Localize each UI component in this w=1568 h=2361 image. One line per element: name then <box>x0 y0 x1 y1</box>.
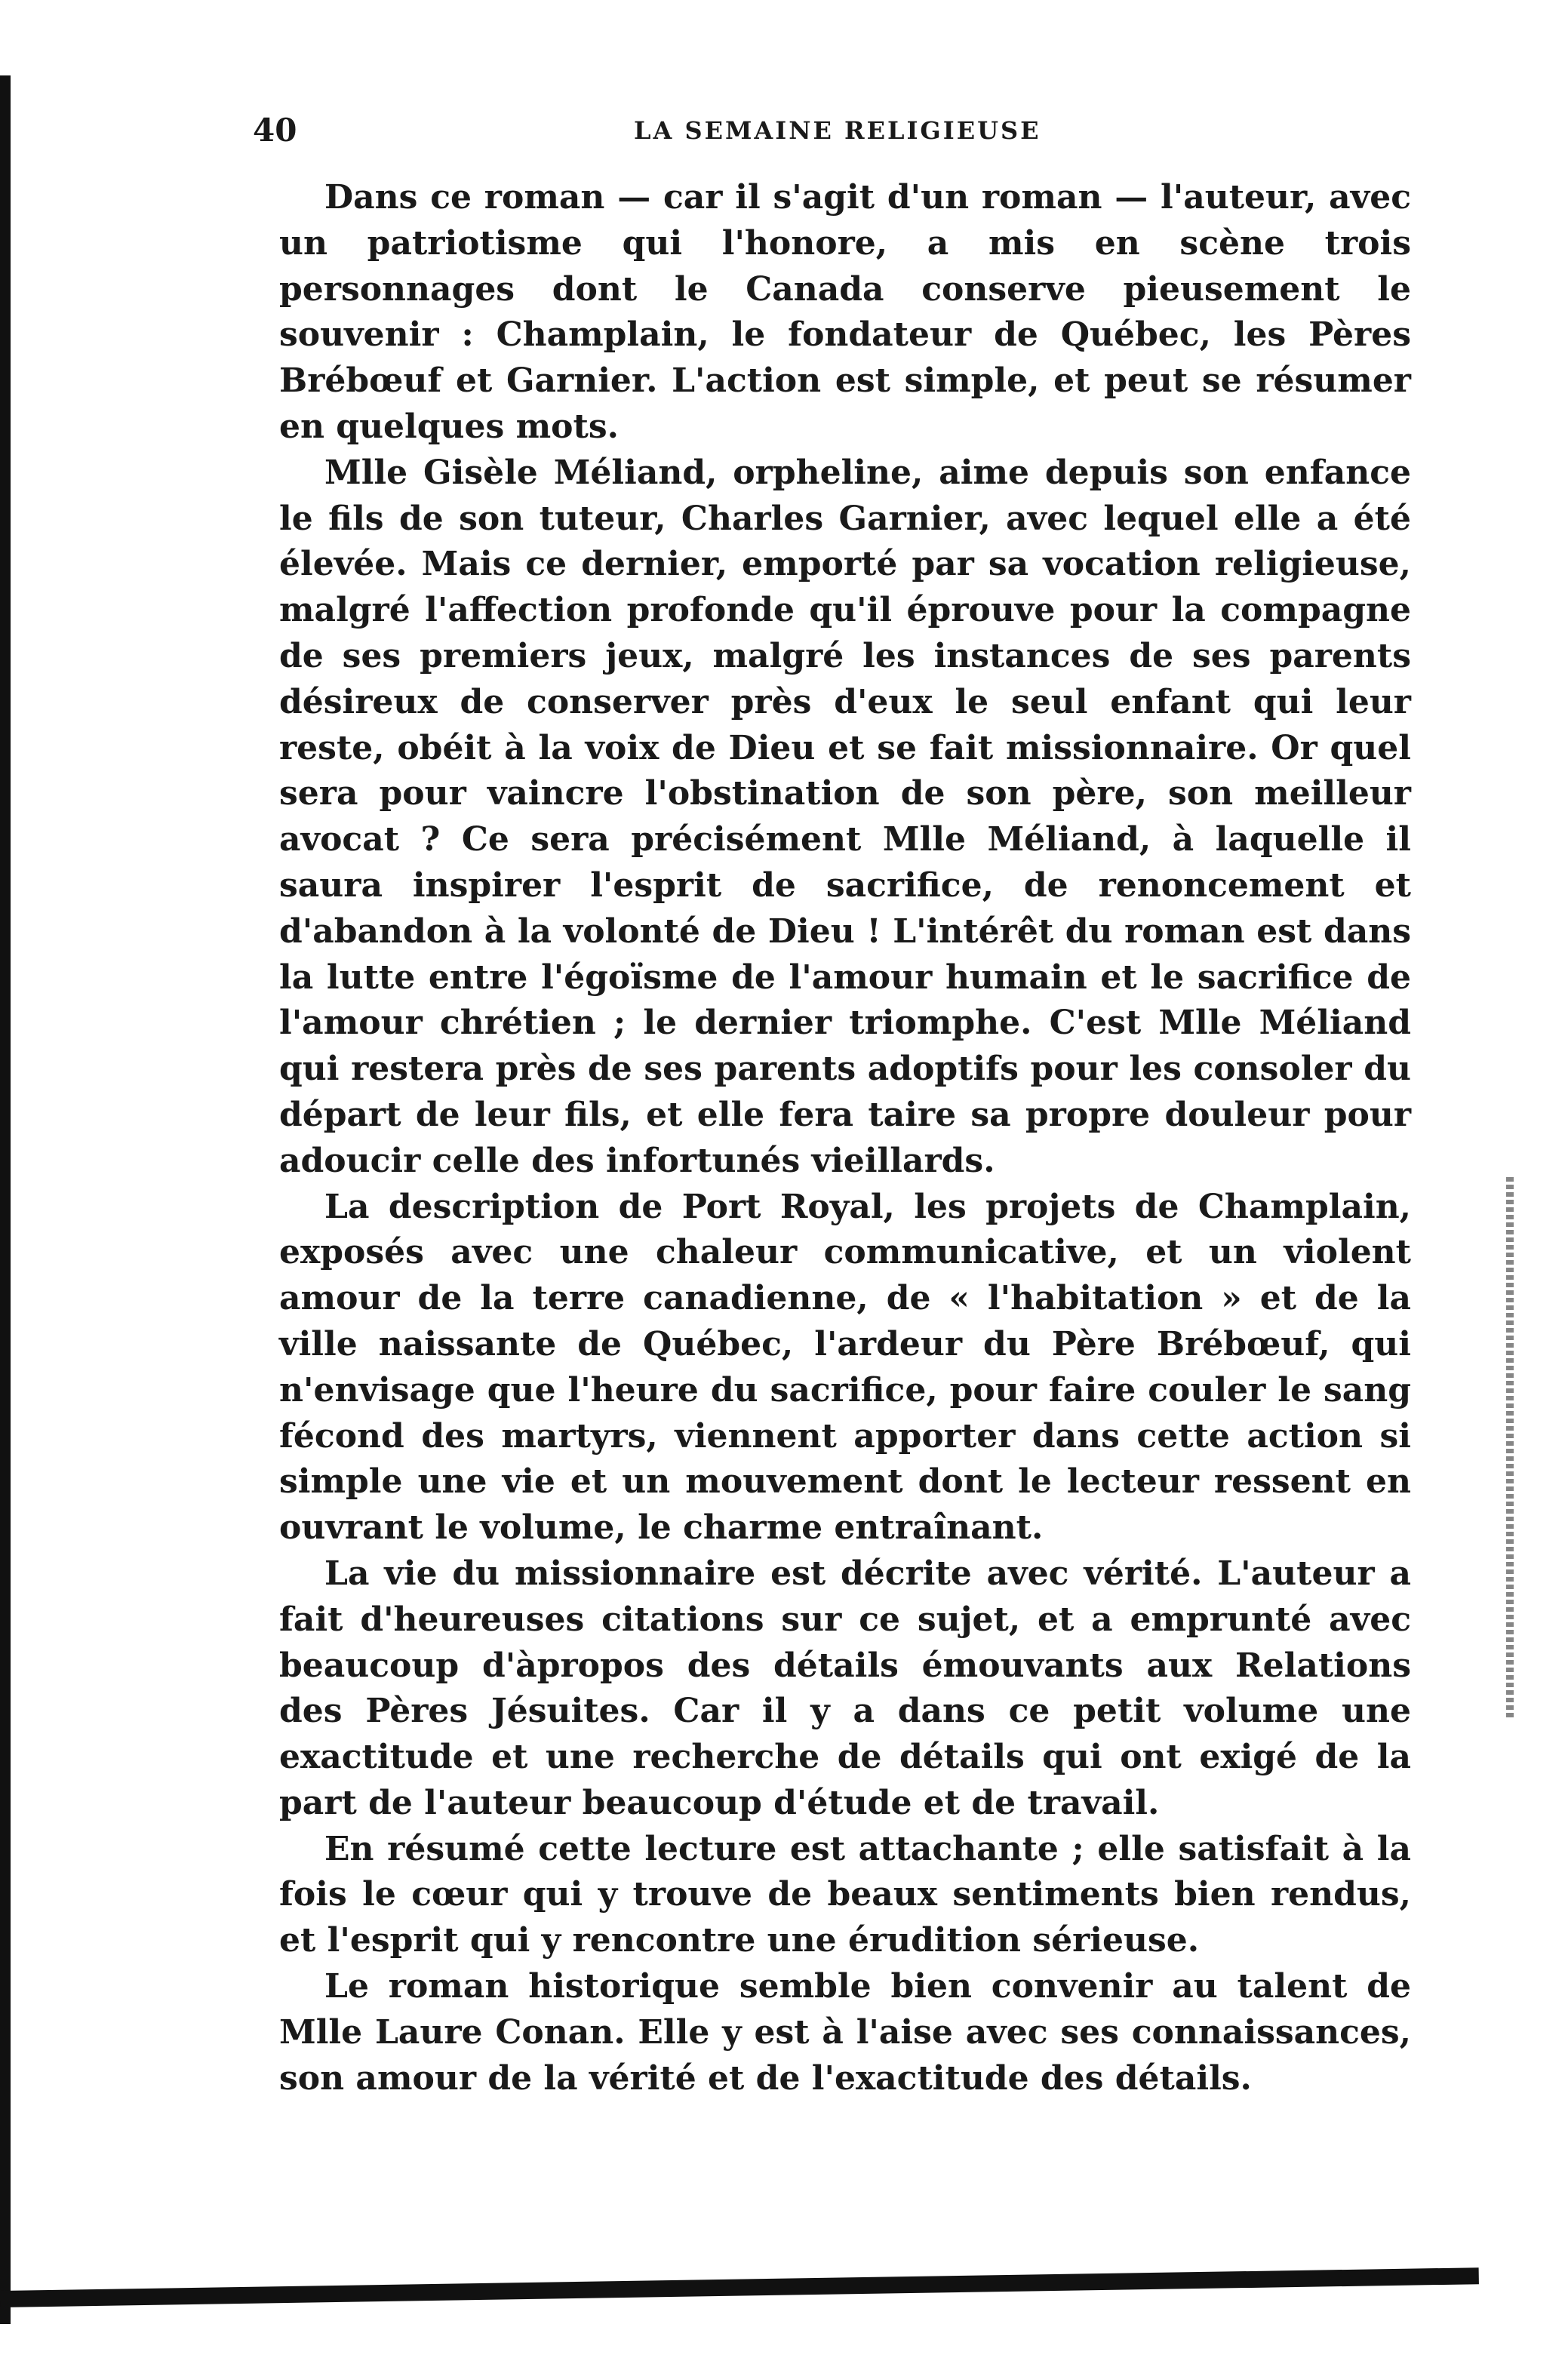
running-head <box>253 112 1422 157</box>
scan-edge-noise <box>1506 1177 1514 1720</box>
paragraph: Le roman historique semble bien convenir au talent de Mlle Laure Conan. Elle y est à l'aise avec ses connaissances, son amour de la vérité et de l'exactitude des détails. <box>279 1967 1411 2098</box>
paragraph: En résumé cette lecture est attachante ; elle satisfait à la fois le cœur qui y trouve de beaux sentiments bien rendus, et l'esprit qui y rencontre une érudition sérieuse. <box>279 1829 1411 1960</box>
page-number: 40 <box>253 112 297 149</box>
paragraph: La vie du missionnaire est décrite avec vérité. L'auteur a fait d'heureuses citations sur ce sujet, et a emprunté avec beaucoup d'àpropos des détails émouvants aux Relations des Pères Jésuites. Car il y a dans ce petit volume une exactitude et une recherche de détails qui ont exigé de la part de l'auteur beaucoup d'étude et de travail. <box>279 1554 1411 1822</box>
article-body <box>279 175 1411 2101</box>
paragraph: Mlle Gisèle Méliand, orpheline, aime depuis son enfance le fils de son tuteur, Charles Garnier, avec lequel elle a été élevée. Mais ce dernier, emporté par sa vocation religieuse, malgré l'affection profonde qu'il éprouve pour la compagne de ses premiers jeux, malgré les instances de ses parents désireux de conserver près d'eux le seul enfant qui leur reste, obéit à la voix de Dieu et se fait missionnaire. Or quel sera pour vaincre l'obstination de son père, son meilleur avocat ? Ce sera précisément Mlle Méliand, à laquelle il saura inspirer l'esprit de sacrifice, de renoncement et d'abandon à la volonté de Dieu ! L'intérêt du roman est dans la lutte entre l'égoïsme de l'amour humain et le sacrifice de l'amour chrétien ; le dernier triomphe. C'est Mlle Méliand qui restera près de ses parents adoptifs pour les consoler du départ de leur fils, et elle fera taire sa propre douleur pour adoucir celle des infortunés vieillards. <box>279 453 1411 1180</box>
scan-binding-edge <box>0 75 11 2324</box>
scan-bottom-bar <box>0 2267 1479 2307</box>
paragraph: La description de Port Royal, les projets de Champlain, exposés avec une chaleur communicative, et un violent amour de la terre canadienne, de « l'habitation » et de la ville naissante de Québec, l'ardeur du Père Brébœuf, qui n'envisage que l'heure du sacrifice, pour faire couler le sang fécond des martyrs, viennent apporter dans cette action si simple une vie et un mouvement dont le lecteur ressent en ouvrant le volume, le charme entraînant. <box>279 1187 1411 1548</box>
paragraph: Dans ce roman — car il s'agit d'un roman — l'auteur, avec un patriotisme qui l'honore, a mis en scène trois personnages dont le Canada conserve pieusement le souvenir : Champlain, le fondateur de Québec, les Pères Brébœuf et Garnier. L'action est simple, et peut se résumer en quelques mots. <box>279 178 1411 446</box>
running-title: LA SEMAINE RELIGIEUSE <box>634 116 1041 145</box>
